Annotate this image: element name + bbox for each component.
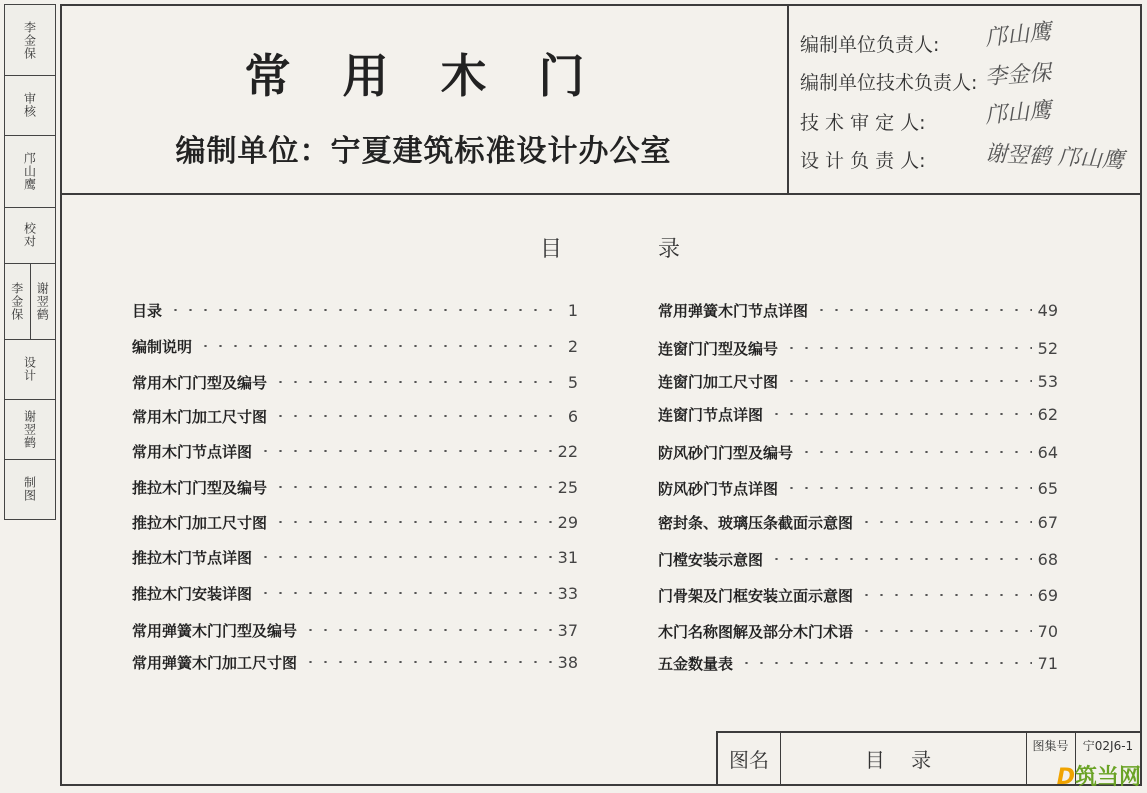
toc-entry-page: 5 bbox=[567, 372, 578, 392]
toc-entry-label: 推拉木门门型及编号 bbox=[132, 478, 268, 497]
leader-dots bbox=[769, 413, 1032, 415]
toc-entry-label: 推拉木门安装详图 bbox=[132, 584, 253, 603]
toc-entry-label: 防风砂门门型及编号 bbox=[658, 443, 794, 462]
watermark-text: 筑当网 bbox=[1074, 765, 1141, 790]
toc-entry-page: 31 bbox=[557, 547, 578, 567]
toc-entry-label: 常用弹簧木门门型及编号 bbox=[132, 621, 298, 640]
toc-entry[interactable] bbox=[658, 298, 1058, 322]
signoff-name: 李金保 bbox=[9, 281, 24, 321]
signoff-name: 谢翌鹤 bbox=[35, 281, 50, 321]
toc-entry[interactable] bbox=[658, 440, 1058, 464]
toc-entry[interactable] bbox=[132, 298, 578, 322]
toc-entry[interactable] bbox=[132, 439, 578, 463]
toc-entry-page: 22 bbox=[557, 441, 578, 461]
leader-dots bbox=[859, 630, 1032, 632]
drawing-name-label: 图名 bbox=[718, 733, 781, 784]
toc-entry-label: 木门名称图解及部分木门术语 bbox=[658, 622, 854, 641]
toc-entry-page: 25 bbox=[557, 477, 578, 497]
handwritten-signature: 邝山鹰 bbox=[984, 19, 1053, 52]
leader-dots bbox=[814, 309, 1032, 311]
toc-entry-label: 门樘安装示意图 bbox=[658, 550, 764, 569]
signoff-cell bbox=[5, 207, 55, 264]
responsible-label: 编制单位技术负责人: bbox=[800, 72, 978, 94]
page-title: 常 用 木 门 bbox=[244, 49, 603, 103]
toc-entry-label: 防风砂门节点详图 bbox=[658, 479, 779, 498]
toc-entry-label: 常用木门加工尺寸图 bbox=[132, 407, 268, 426]
toc-entry-page: 2 bbox=[567, 336, 578, 356]
atlas-number-label: 图集号 bbox=[1026, 733, 1076, 784]
leader-dots bbox=[273, 381, 562, 383]
signoff-role: 审核 bbox=[22, 92, 37, 118]
toc-entry[interactable] bbox=[658, 547, 1058, 571]
toc-entry-page: 69 bbox=[1037, 585, 1058, 605]
toc-entry[interactable] bbox=[132, 404, 578, 428]
atlas-number-value: 宁02J6-1 bbox=[1082, 739, 1134, 753]
toc-entry-page: 49 bbox=[1037, 300, 1058, 320]
leader-dots bbox=[799, 451, 1032, 453]
toc-entry[interactable] bbox=[132, 475, 578, 499]
toc-entry[interactable] bbox=[658, 476, 1058, 500]
watermark-mark: D bbox=[1056, 765, 1075, 790]
toc-entry-page: 52 bbox=[1037, 338, 1058, 358]
toc-entry-label: 连窗门门型及编号 bbox=[658, 339, 779, 358]
toc-entry-page: 71 bbox=[1037, 653, 1058, 673]
leader-dots bbox=[273, 415, 562, 417]
leader-dots bbox=[769, 558, 1032, 560]
leader-dots bbox=[739, 662, 1032, 664]
handwritten-signature: 李金保 bbox=[984, 60, 1052, 91]
leader-dots bbox=[784, 347, 1032, 349]
toc-entry-label: 推拉木门加工尺寸图 bbox=[132, 513, 268, 532]
toc-entry-label: 编制说明 bbox=[132, 337, 193, 356]
toc-entry-page: 64 bbox=[1037, 442, 1058, 462]
toc-entry-label: 密封条、玻璃压条截面示意图 bbox=[658, 513, 854, 532]
toc-entry[interactable] bbox=[658, 619, 1058, 643]
toc-heading-char: 录 bbox=[657, 237, 680, 262]
toc-entry-page: 37 bbox=[557, 620, 578, 640]
toc-entry-label: 常用弹簧木门加工尺寸图 bbox=[132, 653, 298, 672]
responsible-label: 设 计 负 责 人: bbox=[800, 150, 926, 172]
toc-heading bbox=[540, 232, 680, 263]
handwritten-signature: 谢翌鹤 邝山鹰 bbox=[984, 141, 1125, 174]
page-subtitle: 编制单位：宁夏建筑标准设计办公室 bbox=[175, 134, 672, 169]
leader-dots bbox=[258, 592, 552, 594]
toc-entry-label: 连窗门加工尺寸图 bbox=[658, 372, 779, 391]
drawing-name-value: 目 录 bbox=[780, 733, 1027, 784]
toc-entry-page: 29 bbox=[557, 512, 578, 532]
leader-dots bbox=[859, 521, 1032, 523]
toc-entry-page: 6 bbox=[567, 406, 578, 426]
toc-entry-page: 62 bbox=[1037, 404, 1058, 424]
toc-entry[interactable] bbox=[132, 370, 578, 394]
leader-dots bbox=[784, 380, 1032, 382]
leader-dots bbox=[273, 521, 552, 523]
signoff-cell bbox=[5, 339, 55, 400]
toc-heading-char: 目 bbox=[540, 237, 563, 262]
signoff-role: 设计 bbox=[22, 356, 37, 382]
toc-entry-label: 常用弹簧木门节点详图 bbox=[658, 301, 809, 320]
signoff-cell bbox=[5, 399, 55, 460]
responsible-label: 编制单位负责人: bbox=[800, 34, 940, 56]
toc-entry[interactable] bbox=[132, 650, 578, 674]
toc-entry[interactable] bbox=[658, 336, 1058, 360]
leader-dots bbox=[273, 486, 552, 488]
signoff-name: 邝山鹰 bbox=[22, 151, 37, 191]
toc-entry[interactable] bbox=[658, 510, 1058, 534]
signoff-name: 李金保 bbox=[22, 20, 37, 60]
handwritten-signature: 邝山鹰 bbox=[984, 98, 1053, 129]
leader-dots bbox=[784, 487, 1032, 489]
leader-dots bbox=[303, 661, 552, 663]
toc-entry[interactable] bbox=[658, 651, 1058, 675]
signoff-strip bbox=[4, 4, 56, 520]
signoff-cell bbox=[5, 5, 55, 76]
leader-dots bbox=[859, 594, 1032, 596]
toc-entry-page: 33 bbox=[557, 583, 578, 603]
leader-dots bbox=[168, 309, 562, 311]
toc-entry[interactable] bbox=[132, 618, 578, 642]
toc-entry-page: 1 bbox=[567, 300, 578, 320]
leader-dots bbox=[258, 556, 552, 558]
responsible-label: 技 术 审 定 人: bbox=[800, 112, 926, 134]
toc-entry[interactable] bbox=[132, 510, 578, 534]
toc-entry-page: 65 bbox=[1037, 478, 1058, 498]
signoff-role: 制图 bbox=[22, 476, 37, 502]
signoff-name: 谢翌鹤 bbox=[22, 409, 37, 449]
toc-entry-label: 推拉木门节点详图 bbox=[132, 548, 253, 567]
toc-entry[interactable] bbox=[132, 545, 578, 569]
toc-entry-label: 连窗门节点详图 bbox=[658, 405, 764, 424]
toc-entry[interactable] bbox=[132, 334, 578, 358]
toc-entry-page: 38 bbox=[557, 652, 578, 672]
toc-entry-page: 68 bbox=[1037, 549, 1058, 569]
signoff-split-cell bbox=[5, 263, 55, 340]
toc-entry[interactable] bbox=[658, 583, 1058, 607]
toc-entry[interactable] bbox=[132, 581, 578, 605]
signoff-cell bbox=[5, 135, 55, 208]
signoff-cell bbox=[5, 75, 55, 136]
toc-entry-page: 53 bbox=[1037, 371, 1058, 391]
toc-entry[interactable] bbox=[658, 369, 1058, 393]
leader-dots bbox=[258, 450, 552, 452]
toc-entry-label: 常用木门节点详图 bbox=[132, 442, 253, 461]
toc-entry-label: 目录 bbox=[132, 301, 163, 320]
toc-entry-label: 五金数量表 bbox=[658, 654, 734, 673]
leader-dots bbox=[198, 345, 562, 347]
toc-entry[interactable] bbox=[658, 402, 1058, 426]
leader-dots bbox=[303, 629, 552, 631]
toc-entry-page: 70 bbox=[1037, 621, 1058, 641]
signoff-cell bbox=[5, 459, 55, 519]
signoff-role: 校对 bbox=[22, 222, 37, 248]
toc-entry-label: 门骨架及门框安装立面示意图 bbox=[658, 586, 854, 605]
site-watermark-logo bbox=[1057, 760, 1141, 791]
toc-entry-label: 常用木门门型及编号 bbox=[132, 373, 268, 392]
header-vertical-divider bbox=[787, 4, 789, 194]
toc-entry-page: 67 bbox=[1037, 512, 1058, 532]
header-divider bbox=[60, 193, 1142, 195]
